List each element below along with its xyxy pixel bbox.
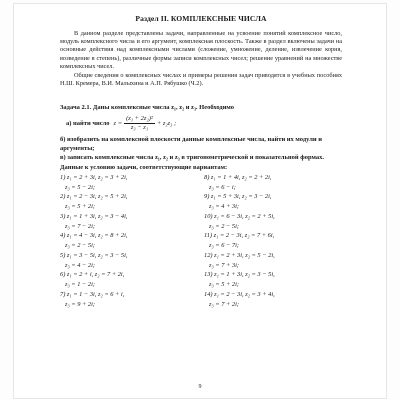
formula-fraction [124, 115, 155, 132]
intro-paragraph-2: Общие сведения о комплексных числах и примеры решения задач приводятся в учебных пособиях Н.Ш. Кремера, В.И. Малыхина и А.П. Рябушко (Ч.2). [60, 72, 342, 88]
variant-line: z₃ = 2 − 5i; [209, 222, 240, 230]
formula-prefix: z = [113, 120, 123, 128]
variant-line: 12) z₁ = 2 + 3i, z₂ = 5 − 2i, [204, 251, 275, 259]
variant-line: 11) z₁ = 2 − 3i, z₂ = 7 + 6i, [204, 232, 275, 240]
variant-line: 7) z₁ = 1 − 3i, z₂ = 6 + i, [60, 290, 125, 298]
variant-line: z₃ = 5 − 2i; [65, 183, 96, 191]
page-content [60, 14, 342, 309]
task-heading: Задача 2.1. Даны комплексные числа z₁, z₂ и z₃. Необходимо [60, 104, 235, 112]
variant-line: 10) z₁ = 6 − 3i, z₂ = 2 + 5i, [204, 212, 275, 220]
section-title: Раздел II. КОМПЛЕКСНЫЕ ЧИСЛА [135, 14, 267, 23]
formula-denominator: z₃ − z₁ [130, 124, 149, 132]
variant-line: z₃ = 7 − 2i; [65, 222, 96, 230]
intro-paragraph-1: В данном разделе представлены задачи, направленные на усвоение понятий комплексное число, модуль комплексного числа и его аргумент, комплексная плоскость. Также в раздел включены задачи на основные действия над комплексными числами (сложение, умножение, деление, извлечение корня, возведение в степень), различные формы записи комплексных чисел; решение уравнений на множестве комплексных чисел. [60, 30, 342, 70]
variant-line: z₃ = 9 + 2i; [65, 300, 96, 308]
variants-left-column [60, 173, 198, 310]
task-item-b: б) изобразить на комплексной плоскости данные комплексные числа, найти их модули и аргументы; [60, 135, 322, 153]
variant-line: z₃ = 1 − 2i; [65, 281, 96, 289]
variant-line: z₃ = 4 − 2i; [65, 261, 96, 269]
task-item-c: в) записать комплексные числа z₁, z₂ и z₃ в тригонометрической и показательной формах. [60, 154, 325, 162]
variant-line: z₃ = 6 − i; [209, 183, 236, 191]
variant-line: 9) z₁ = 5 + 3i, z₂ = 3 − 2i, [204, 193, 272, 201]
variant-line: 3) z₁ = 1 + 3i, z₂ = 3 − 4i, [60, 212, 128, 220]
task-formula [114, 115, 177, 132]
variant-line: 1) z₁ = 2 + 3i, z₂ = 3 + 2i, [60, 173, 128, 181]
variant-line: z₃ = 7 + 2i; [209, 300, 240, 308]
page-number: 9 [198, 384, 202, 390]
variant-line: 2) z₁ = 2 − 3i, z₂ = 5 + 2i, [60, 193, 128, 201]
variants-right-column [204, 173, 342, 310]
variant-line: 5) z₁ = 3 − 5i, z₂ = 3 − 5i, [60, 251, 128, 259]
variant-line: z₃ = 6 − 7i; [209, 242, 240, 250]
task-item-a-label: а) найти число [66, 120, 110, 128]
variant-line: z₃ = 5 + 2i; [65, 203, 96, 211]
task-item-a [66, 113, 342, 135]
formula-numerator: (z₁ + 2z₂)² [126, 115, 153, 123]
formula-suffix: + z₂z₃ ; [156, 120, 177, 128]
variant-line: z₃ = 7 + 3i; [209, 261, 240, 269]
variants-table [60, 173, 342, 310]
variant-line: 14) z₁ = 2 − 3i, z₂ = 3 + 4i, [204, 290, 275, 298]
variant-line: 4) z₁ = 4 − 3i, z₂ = 8 + 2i, [60, 232, 128, 240]
variant-line: 13) z₁ = 1 + 3i, z₂ = 3 − 5i, [204, 271, 275, 279]
variant-line: z₃ = 4 + 3i; [209, 203, 240, 211]
variant-line: 8) z₁ = 1 + 4i, z₂ = 2 + 2i, [204, 173, 272, 181]
variants-intro: Данные к условию задачи, соответствующие вариантам: [60, 163, 228, 171]
variant-line: z₃ = 2 − 5i; [65, 242, 96, 250]
variant-line: z₃ = 5 + 2i; [209, 281, 240, 289]
document-page [14, 4, 386, 398]
variant-line: 6) z₁ = 2 + i, z₂ = 7 + 2i, [60, 271, 125, 279]
